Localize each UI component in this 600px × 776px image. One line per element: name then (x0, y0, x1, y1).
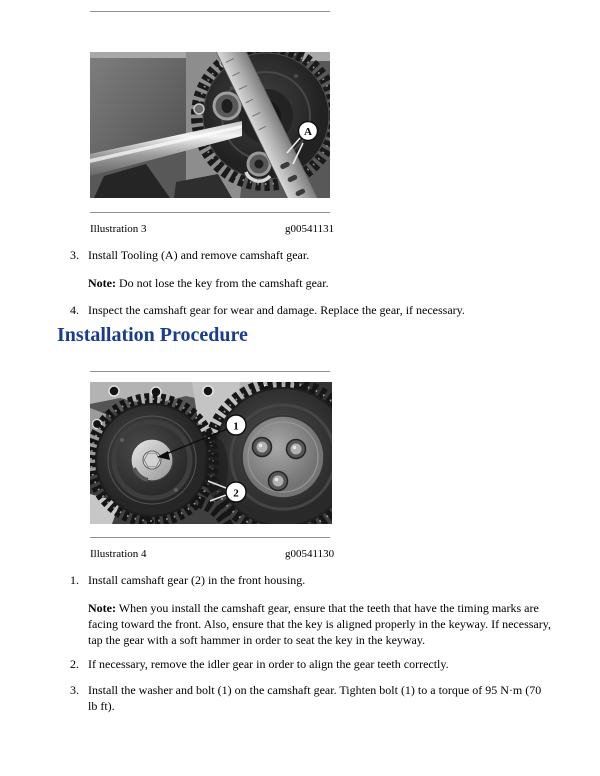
step-text: Install Tooling (A) and remove camshaft gear. (88, 248, 310, 262)
removal-step-4 (70, 302, 544, 318)
step-text: Install the washer and bolt (1) on the camshaft gear. Tighten bolt (1) to a torque of 95 N·m (70 lb ft). (88, 683, 542, 713)
illustration3-caption (90, 223, 350, 237)
note-text: Do not lose the key from the camshaft gear. (118, 276, 329, 290)
step-number: 3. (70, 683, 79, 697)
note-label: Note: (88, 276, 116, 290)
callout-2-label: 2 (233, 487, 239, 500)
illustration4-top-rule (90, 371, 330, 372)
illustration4-gnumber: g00541130 (285, 548, 335, 560)
note-text: When you install the camshaft gear, ensure that the teeth that have the timing marks are facing toward the front. Also, ensure that the key is aligned properly in the keyway. If necessary, tap the gear with a soft hammer in order to seat the key in the keyway. (88, 601, 551, 647)
removal-step-3 (70, 247, 544, 263)
installation-step-1 (70, 572, 544, 588)
idler-gear (209, 383, 332, 524)
installation-step-3 (70, 682, 544, 714)
step-text: Install camshaft gear (2) in the front housing. (88, 573, 306, 587)
step-text: If necessary, remove the idler gear in order to align the gear teeth correctly. (88, 657, 449, 671)
illustration3-bottom-rule (90, 212, 330, 213)
step-number: 2. (70, 657, 79, 671)
step-number: 4. (70, 303, 79, 317)
illustration4-caption (90, 548, 350, 562)
illustration4-photo-gear-installation (90, 382, 332, 524)
illustration3-gnumber: g00541131 (285, 223, 335, 235)
illustration4-bottom-rule (90, 537, 330, 538)
note-label: Note: (88, 601, 116, 615)
step-number: 3. (70, 248, 79, 262)
callout-1-label: 1 (233, 420, 239, 433)
removal-note (88, 275, 554, 291)
installation-note (88, 600, 554, 648)
callout-a-label: A (304, 126, 312, 138)
step-number: 1. (70, 573, 79, 587)
illustration4-label: Illustration 4 (90, 548, 147, 560)
installation-step-2 (70, 656, 544, 672)
illustration3-top-rule (90, 11, 330, 12)
illustration3-label: Illustration 3 (90, 223, 147, 235)
section-heading: Installation Procedure (57, 324, 248, 346)
illustration3-photo-camshaft-gear-removal (90, 52, 330, 198)
step-text: Inspect the camshaft gear for wear and damage. Replace the gear, if necessary. (88, 303, 465, 317)
